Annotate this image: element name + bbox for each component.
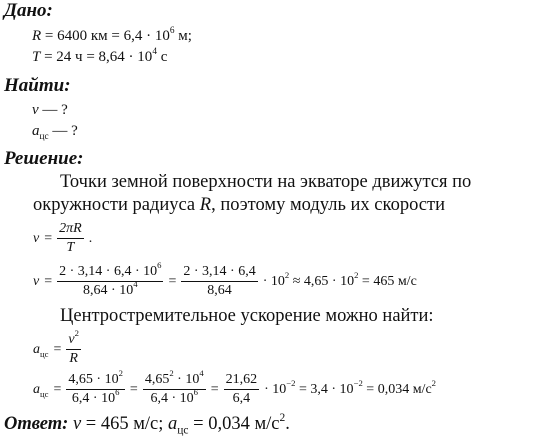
formula-a1-equals: =: [53, 341, 62, 357]
formula-v2-fraction-1: [57, 260, 163, 299]
find-accel-subscript: цс: [39, 132, 49, 142]
formula-a2-f2-numerator-text: 4,65: [144, 372, 170, 387]
radius-unit: м;: [174, 28, 192, 44]
formula-v2-f1-numerator: [57, 260, 163, 282]
formula-v2-f1-numerator-text: 2 · 3,14 · 6,4 · 10: [59, 264, 158, 279]
formula-v1-period: .: [88, 230, 93, 246]
answer-velocity-symbol: v: [72, 414, 82, 434]
formula-a2-f3-numerator: 21,62: [224, 372, 260, 390]
answer-accel-exp: 2: [279, 411, 286, 424]
formula-v2-mid-exp: 2: [284, 269, 290, 280]
paragraph-1-line-1: Точки земной поверхности на экваторе движутся по: [60, 172, 472, 192]
answer-heading: Ответ:: [4, 414, 69, 434]
given-radius: [32, 28, 192, 45]
find-velocity-symbol: v: [32, 102, 39, 118]
paragraph-1-radius-symbol: R: [199, 195, 212, 215]
radius-symbol: R: [32, 28, 42, 44]
formula-a2-fraction-1: [66, 368, 125, 407]
radius-value: = 6400 км = 6,4 · 10: [41, 28, 170, 44]
answer-velocity-value: = 465 м/с;: [81, 414, 169, 434]
formula-v2-fraction-2: [181, 264, 257, 299]
formula-a2-lhs-symbol: a: [33, 381, 40, 397]
formula-a2-equals-3: =: [210, 381, 219, 397]
find-velocity: [32, 102, 68, 119]
formula-a2-fraction-2: [143, 368, 206, 407]
solution-heading: Решение:: [4, 148, 84, 169]
formula-a2-mid: · 10: [264, 381, 287, 397]
formula-a2-rest: = 3,4 · 10: [295, 381, 354, 397]
formula-a2-rest-exp: −2: [353, 377, 363, 388]
formula-acceleration-calculation: [33, 368, 436, 407]
formula-a1-numerator-symbol: v: [68, 332, 75, 347]
formula-a1-lhs-symbol: a: [33, 341, 40, 357]
paragraph-1-line-2: [33, 195, 445, 216]
formula-a2-f2-denominator-text: 6,4 · 10: [150, 391, 194, 406]
formula-v2-result: [262, 269, 417, 290]
formula-v2-equals-1: =: [44, 273, 53, 289]
formula-v2-end: = 465 м/с: [358, 273, 417, 289]
formula-a2-f2-numerator-tail-exp: 4: [199, 368, 204, 379]
formula-a2-f2-denominator-exp: 6: [193, 387, 199, 398]
formula-v1-equals: =: [44, 230, 53, 246]
formula-a2-f2-denominator: [143, 387, 206, 407]
formula-a2-result: [264, 377, 436, 398]
formula-a2-equals-1: =: [53, 381, 62, 397]
find-accel-symbol: a: [32, 123, 40, 139]
given-heading: Дано:: [4, 0, 53, 21]
formula-v2-rest-exp: 2: [354, 269, 359, 280]
formula-a2-equals-2: =: [129, 381, 138, 397]
formula-a1-lhs: [33, 342, 49, 358]
formula-a1-lhs-subscript: цс: [40, 348, 49, 359]
formula-v2-f1-denominator-text: 8,64 · 10: [83, 283, 134, 298]
answer-line: [4, 411, 290, 437]
answer-accel-symbol: a: [168, 414, 178, 434]
formula-v2-mid: · 10: [262, 273, 285, 289]
answer-accel-value: = 0,034 м/с: [188, 414, 280, 434]
formula-a2-f2-numerator-exp: 2: [169, 368, 174, 379]
formula-v2-f2-denominator: 8,64: [207, 283, 232, 298]
formula-a2-f3-denominator: 6,4: [232, 391, 251, 406]
formula-v2-f2-numerator: 2 · 3,14 · 6,4: [181, 264, 257, 282]
formula-a2-end: = 0,034 м/с: [362, 381, 432, 397]
formula-velocity-definition: [33, 221, 92, 256]
formula-a1-fraction: [66, 328, 81, 367]
formula-a2-f1-numerator-exp: 2: [118, 368, 123, 379]
radius-exponent: 6: [169, 26, 175, 37]
formula-a2-mid-exp: −2: [286, 377, 296, 388]
formula-a2-f2-numerator-tail: · 10: [173, 372, 200, 387]
formula-a2-f1-denominator-text: 6,4 · 10: [71, 391, 116, 406]
formula-a2-end-exp: 2: [431, 377, 436, 388]
formula-v1-denominator: T: [66, 240, 75, 255]
formula-v2-f1-denominator: [57, 279, 163, 299]
formula-v2-f1-numerator-exp: 6: [157, 260, 162, 271]
find-accel-question: — ?: [48, 123, 78, 139]
formula-a2-lhs-subscript: цс: [40, 388, 49, 399]
formula-a1-numerator-exp: 2: [74, 328, 79, 339]
formula-acceleration-definition: [33, 328, 81, 367]
find-velocity-question: — ?: [38, 102, 68, 118]
formula-velocity-calculation: [33, 260, 417, 299]
period-symbol: T: [32, 49, 41, 65]
formula-v1-numerator: 2πR: [57, 221, 84, 239]
period-value: = 24 ч = 8,64 · 10: [40, 49, 153, 65]
formula-a2-f1-denominator-exp: 6: [115, 387, 120, 398]
formula-v2-rest: ≈ 4,65 · 10: [289, 273, 355, 289]
formula-a2-f1-numerator-text: 4,65 · 10: [68, 372, 119, 387]
formula-v2-equals-2: =: [168, 273, 177, 289]
formula-a2-lhs: [33, 382, 49, 398]
paragraph-1-line-2-part-c: , поэтому модуль их скорости: [211, 195, 445, 215]
formula-a1-numerator: [66, 328, 81, 350]
period-unit: с: [156, 49, 168, 65]
formula-v2-lhs: v: [33, 273, 40, 289]
paragraph-2: Центростремительное ускорение можно найти:: [60, 306, 434, 326]
period-exponent: 4: [152, 47, 157, 58]
formula-a1-denominator: R: [69, 351, 78, 366]
formula-v1-lhs: v: [33, 230, 40, 246]
formula-v1-fraction: [57, 221, 84, 256]
formula-a2-f1-denominator: [66, 387, 125, 407]
formula-v2-f1-denominator-exp: 4: [133, 279, 138, 290]
answer-end: .: [285, 414, 290, 434]
find-acceleration: [32, 123, 78, 140]
given-period: [32, 49, 167, 66]
paragraph-1-line-2-part-a: окружности радиуса: [33, 195, 200, 215]
find-heading: Найти:: [4, 75, 71, 96]
formula-a2-fraction-3: [224, 372, 260, 407]
answer-accel-subscript: цс: [177, 424, 189, 437]
